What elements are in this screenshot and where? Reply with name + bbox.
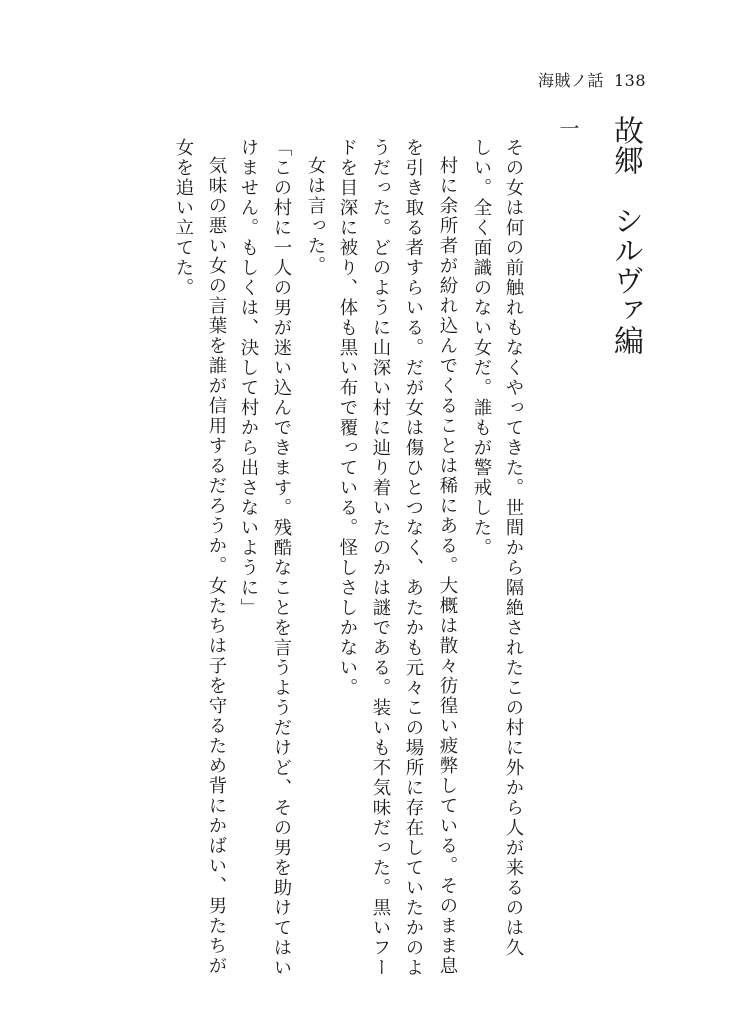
chapter-title	[600, 115, 643, 365]
body-line: 気味の悪い女の言葉を誰が信用するだろうか。女たちは子を守るため背にかばい、男たちが	[206, 156, 227, 976]
chapter-title-part1: 故郷	[608, 115, 643, 175]
body-line: ドを目深に被り、体も黒い布で覆っている。怪しさしかない。	[337, 138, 358, 698]
body-line: 「この村に一人の男が迷い込んできます。残酷なことを言うようだけど、その男を助けてはい	[271, 138, 292, 978]
body-line: うだった。どのように山深い村に辿り着いたのかは謎である。装いも不気味だった。黒いフー	[370, 138, 391, 978]
chapter-title-part2: シルヴァ編	[608, 205, 643, 355]
body-line: 女は言った。	[305, 156, 326, 276]
book-title: 海賊ノ話	[537, 71, 604, 90]
body-line: けません。もしくは、決して村から出さないように」	[238, 138, 259, 618]
running-header	[538, 68, 646, 91]
section-number: 一	[556, 118, 580, 138]
body-line: 村に余所者が紛れ込んでくることは稀にある。大概は散々彷徨い疲弊している。そのまま息	[437, 156, 458, 976]
page-number: 138	[613, 71, 646, 90]
body-line: を引き取る者すらいる。だが女は傷ひとつなく、あたかも元々この場所に存在していたかのよ	[403, 138, 424, 978]
body-line: その女は何の前触れもなくやってきた。世間から隔絶されたこの村に外から人が来るのは久	[503, 138, 524, 958]
body-line: 女を追い立てた。	[173, 138, 194, 298]
body-line: しい。全く面識のない女だ。誰もが警戒した。	[471, 138, 492, 558]
